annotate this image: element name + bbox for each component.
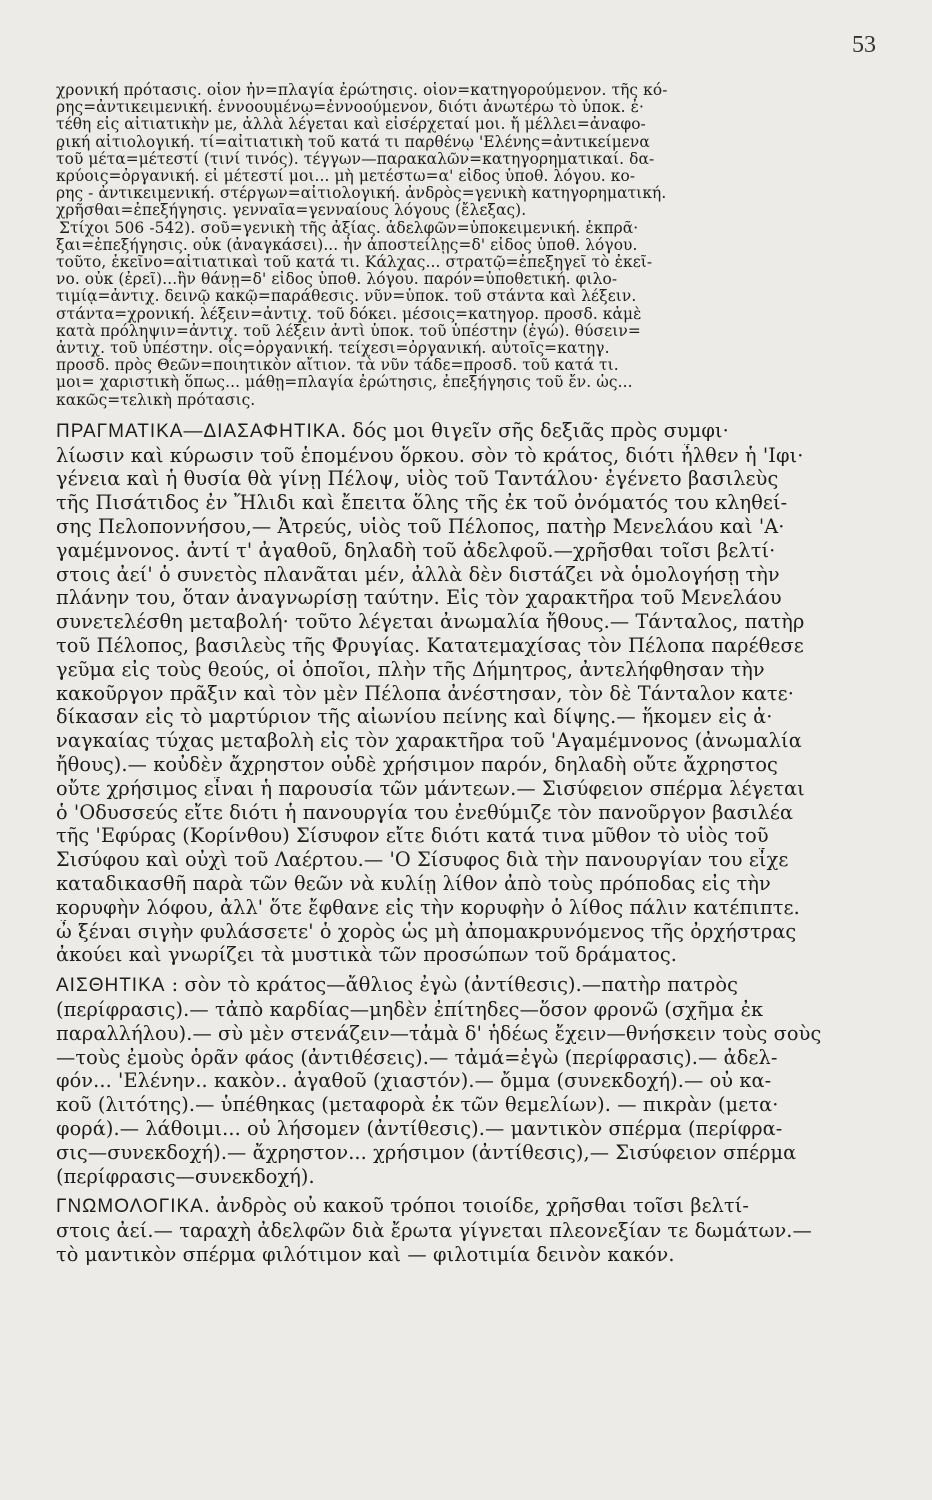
text-line: στάντα=χρονική. λέξειν=ἀντιχ. τοῦ δόκει. μέσοις=κατηγορ. προσδ. κἀμὲ [56,305,642,323]
text-line: ρης=ἀντικειμενική. ἐννοουμένῳ=ἐννοούμενον, διότι ἀνωτέρω τὸ ὑποκ. ἐ· [56,99,644,117]
text-line: σις—συνεκδοχή).— ἄχρηστον... χρήσιμον (ἀντίθεσις),— Σισύφειον σπέρμα [56,1140,797,1164]
text-line: χρῆσθαι=ἐπεξήγησις. γενναῖα=γενναίους λόγους (ἔλεξας). [56,202,527,220]
text-line: ἀντιχ. τοῦ ὑπέστην. οἷς=ὀργανική. τείχεσι=ὀργανική. αὐτοῖς=κατηγ. [56,340,610,358]
text-line: ΓΝΩΜΟΛΟΓΙΚΑ. ἀνδρὸς οὐ κακοῦ τρόποι τοιοίδε, χρῆσθαι τοῖσι βελτί- [56,1194,750,1218]
text-line: ξαι=ἐπεξήγησις. οὐκ (ἀναγκάσει)... ἦν ἀποστείλῃς=δ' εἶδος ὑποθ. λόγου. [56,236,638,254]
text-line: κακοῦργον πρᾶξιν καὶ τὸν μὲν Πέλοπα ἀνέστησαν, τὸν δὲ Τάνταλον κατε· [56,681,794,705]
text-line: δίκασαν εἰς τὸ μαρτύριον τῆς αἰωνίου πείνης καὶ δίψης.— ἥκομεν εἰς ἀ· [56,705,773,729]
section-heading: ΓΝΩΜΟΛΟΓΙΚΑ [56,1196,204,1218]
text-line: (περίφρασις—συνεκδοχή). [56,1164,315,1188]
text-line: φόν... 'Ελένην.. κακὸν.. ἀγαθοῦ (χιαστόν).— ὄμμα (συνεκδοχή).— οὐ κα- [56,1069,772,1093]
text-line: (περίφρασις).— τἀπὸ καρδίας—μηδὲν ἐπίτηδες—ὅσον φρονῶ (σχῆμα ἐκ [56,997,764,1021]
page-number: 53 [852,32,876,58]
text-line: γένεια καὶ ἡ θυσία θὰ γίνῃ Πέλοψ, υἱὸς τοῦ Ταντάλου· ἐγένετο βασιλεὺς [56,467,779,491]
text-line: γεῦμα εἰς τοὺς θεούς, οἱ ὁποῖοι, πλὴν τῆς Δήμητρος, ἀντελήφθησαν τὴν [56,657,765,681]
text-line: ρης - ἀντικειμενική. στέργων=αἰτιολογική. ἀνδρὸς=γενικὴ κατηγορηματική. [56,185,667,203]
text-line: τῆς Πισάτιδος ἐν Ἤλιδι καὶ ἔπειτα ὅλης τῆς ἐκ τοῦ ὀνόματός του κληθεί- [56,491,788,515]
text-line: μοι= χαριστικὴ ὅπως... μάθῃ=πλαγία ἐρώτησις, ἐπεξήγησις τοῦ ἔν. ὡς... [56,374,633,392]
text-line: στοις ἀεί' ὁ συνετὸς πλανᾶται μέν, ἀλλὰ δὲν διστάζει νὰ ὁμολογήσῃ τὴν [56,562,780,586]
text-line: Σισύφου καὶ οὐχὶ τοῦ Λαέρτου.— 'Ο Σίσυφος διὰ τὴν πανουργίαν του εἶχε [56,848,789,872]
text-line: ὁ 'Οδυσσεύς εἴτε διότι ἡ πανουργία του ἐνεθύμιζε τὸν πανοῦργον βασιλέα [56,800,794,824]
text-line: ΠΡΑΓΜΑΤΙΚΑ—ΔΙΑΣΑΦΗΤΙΚΑ. δός μοι θιγεῖν σῆς δεξιᾶς πρὸς συμφι· [56,418,729,442]
section-notes [56,82,876,409]
text-line: συνετελέσθη μεταβολή· τοῦτο λέγεται ἀνωμαλία ἤθους.— Τάνταλος, πατὴρ [56,610,805,634]
text-line: κοῦ (λιτότης).— ὑπέθηκας (μεταφορὰ ἐκ τῶν θεμελίων). — πικρὰν (μετα· [56,1093,779,1117]
section-heading: ΠΡΑΓΜΑΤΙΚΑ—ΔΙΑΣΑΦΗΤΙΚΑ [56,420,341,442]
text-line: κρύοις=ὀργανική. εἰ μέτεστί μοι... μὴ μετέστω=α' εἶδος ὑποθ. λόγου. κο- [56,168,636,186]
section-heading: ΑΙΣΘΗΤΙΚΑ [56,975,166,997]
text-line: τῆς 'Εφύρας (Κορίνθου) Σίσυφον εἴτε διότι κατά τινα μῦθον τὸ υἱὸς τοῦ [56,824,769,848]
text-line: τοῦ μέτα=μέτεστί (τινί τινός). τέγγων—παρακαλῶν=κατηγορηματικαί. δα- [56,150,655,168]
text-line: τοῦ Πέλοπος, βασιλεὺς τῆς Φρυγίας. Κατατεμαχίσας τὸν Πέλοπα παρέθεσε [56,634,804,658]
text-line: φορά).— λάθοιμι... οὐ λήσομεν (ἀντίθεσις).— μαντικὸν σπέρμα (περίφρα- [56,1116,783,1140]
section-gnomologika [56,1194,876,1266]
text-line: τοῦτο, ἐκεῖνο=αἰτιατικαὶ τοῦ κατά τι. Κάλχας... στρατῷ=ἐπεξηγεῖ τὸ ἐκεῖ- [56,254,653,272]
text-line: Στίχοι 506 -542). σοῦ=γενικὴ τῆς ἀξίας. ἀδελφῶν=ὑποκειμενική. ἐκπρᾶ· [59,219,639,237]
text-line: σης Πελοποννήσου,— Ἀτρεύς, υἱὸς τοῦ Πέλοπος, πατὴρ Μενελάου καὶ 'Α· [56,515,785,539]
text-line: ἤθους).— κοὐδὲν ἄχρηστον οὐδὲ χρήσιμον παρόν, δηλαδὴ οὔτε ἄχρηστος [56,753,778,777]
text-line: τέθη εἰς αἰτιατικὴν με, ἀλλὰ λέγεται καὶ εἰσέρχεταί μοι. ἤ μέλλει=ἀναφο- [56,116,646,134]
text-line: κακῶς=τελικὴ πρότασις. [56,391,256,409]
text-line: προσδ. πρὸς Θεῶν=ποιητικὸν αἴτιον. τὰ νῦν τάδε=προσδ. τοῦ κατά τι. [56,357,619,375]
text-line: ναγκαίας τύχας μεταβολὴ εἰς τὸν χαρακτῆρα τοῦ 'Αγαμέμνονος (ἀνωμαλία [56,729,802,753]
text-line: γαμέμνονος. ἀντί τ' ἀγαθοῦ, δηλαδὴ τοῦ ἀδελφοῦ.—χρῆσθαι τοῖσι βελτί· [56,538,776,562]
text-line: παραλλήλου).— σὺ μὲν στενάζειν—τἀμὰ δ' ἡδέως ἔχειν—θνήσκειν τοὺς σοὺς [56,1021,822,1045]
text-line: κατὰ πρόληψιν=ἀντιχ. τοῦ λέξειν ἀντὶ ὑποκ. τοῦ ὑπέστην (ἐγώ). θύσειν= [56,322,641,340]
text-line: οὔτε χρήσιμος εἶναι ἡ παρουσία τῶν μάντεων.— Σισύφειον σπέρμα λέγεται [56,776,805,800]
text-line: χρονική πρότασις. οἷον ἦν=πλαγία ἐρώτησις. οἷον=κατηγορούμενον. τῆς κό- [56,82,668,99]
text-line: λίωσιν καὶ κύρωσιν τοῦ ἑπομένου ὅρκου. σὸν τὸ κράτος, διότι ἦλθεν ἡ 'Ιφι· [56,443,804,467]
page-text [56,82,876,1267]
text-line: ἀκούει καὶ γνωρίζει τὰ μυστικὰ τῶν προσώπων τοῦ δράματος. [56,943,678,967]
text-line: καταδικασθῆ παρὰ τῶν θεῶν νὰ κυλίῃ λίθον ἀπὸ τοὺς πρόποδας εἰς τὴν [56,872,771,895]
section-pragmatika [56,419,876,967]
text-line: ΑΙΣΘΗΤΙΚΑ : σὸν τὸ κράτος—ἄθλιος ἐγὼ (ἀντίθεσις).—πατὴρ πατρὸς [56,973,738,997]
text-line: τὸ μαντικὸν σπέρμα φιλότιμον καὶ — φιλοτιμία δεινὸν κακόν. [56,1242,675,1266]
text-line: ρ̧ική αἰτιολογική. τί=αἰτιατικὴ τοῦ κατά τι παρθένῳ 'Ελένης=ἀντικείμενα [56,133,650,151]
text-line: ὦ ξέναι σιγὴν φυλάσσετε' ὁ χορὸς ὡς μὴ ἀπομακρυνόμενος τῆς ὀρχήστρας [56,919,797,943]
text-line: πλάνην του, ὅταν ἀναγνωρίσῃ ταύτην. Εἰς τὸν χαρακτῆρα τοῦ Μενελάου [56,586,782,610]
text-line: κορυφὴν λόφου, ἀλλ' ὅτε ἔφθανε εἰς τὴν κορυφὴν ὁ λίθος πάλιν κατέπιπτε. [56,895,800,919]
text-line: τιμίᾳ=ἀντιχ. δεινῷ κακῷ=παράθεσις. νῦν=ὑποκ. τοῦ στάντα καὶ λέξειν. [56,288,637,306]
text-line: νο. οὐκ (ἐρεῖ)...ἢν θάνῃ=δ' εἶδος ὑποθ. λόγου. παρόν=ὑποθετική. φιλο- [56,271,618,289]
text-line: στοις ἀεί.— ταραχὴ ἀδελφῶν διὰ ἔρωτα γίγνεται πλεονεξίαν τε δωμάτων.— [56,1219,812,1243]
text-line: —τοὺς ἐμοὺς ὁρᾶν φάος (ἀντιθέσεις).— τἀμά=ἐγὼ (περίφρασις).— ἀδελ- [56,1045,778,1069]
section-aisthetika [56,973,876,1188]
